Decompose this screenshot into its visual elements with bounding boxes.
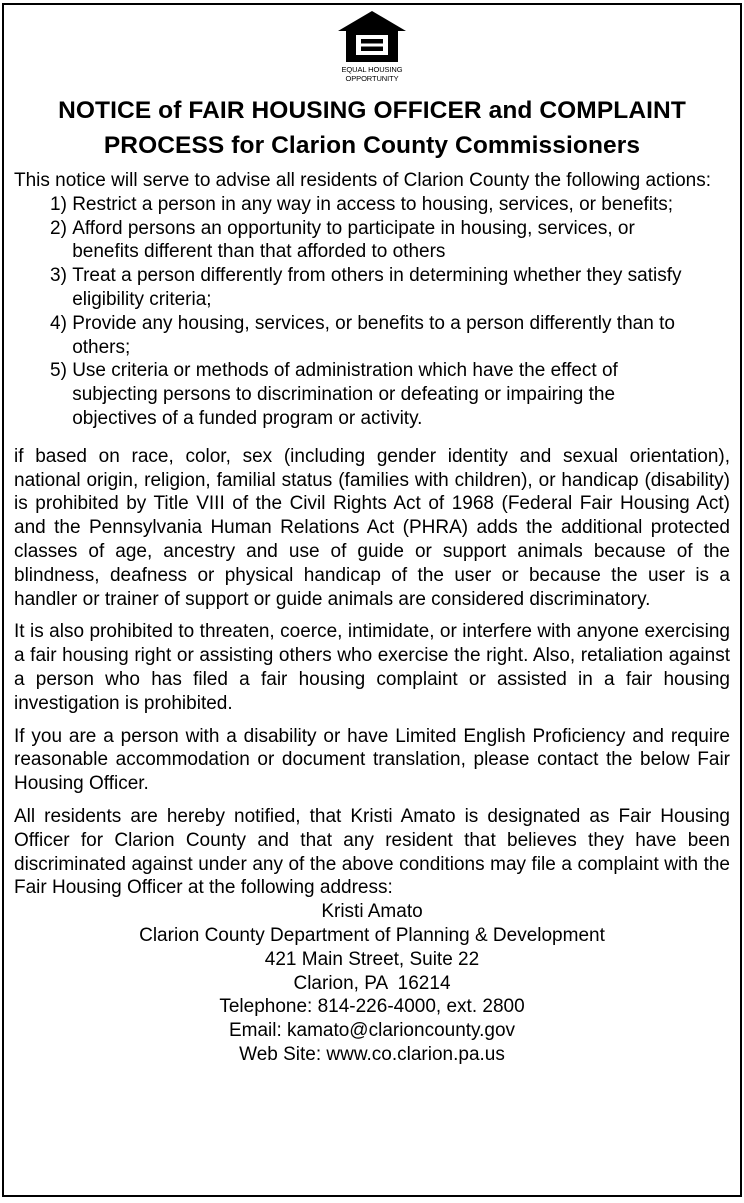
list-item-number: 3) <box>50 265 73 287</box>
list-item-text: Provide any housing, services, or benefits to a person differently than to others; <box>72 312 675 358</box>
contact-name: Kristi Amato <box>321 901 423 923</box>
list-item-number: 4) <box>50 312 73 334</box>
list-item <box>50 193 730 217</box>
designation-paragraph: All residents are hereby notified, that Kristi Amato is designated as Fair Housing Officer for Clarion County and that any resident that believes they have been discriminated against under any of the above conditions may file a complaint with the Fair Housing Officer at the following address: <box>14 805 730 899</box>
list-item-text: Afford persons an opportunity to participate in housing, services, or benefits different than that afforded to others <box>72 217 635 263</box>
logo-caption-line2: OPPORTUNITY <box>345 74 399 83</box>
contact-city: Clarion, PA 16214 <box>293 972 451 994</box>
notice-frame <box>2 3 742 1197</box>
intro-text: This notice will serve to advise all residents of Clarion County the following actions: <box>14 170 711 191</box>
retaliation-paragraph: It is also prohibited to threaten, coerce, intimidate, or interfere with anyone exercising a fair housing right or assisting others who exercise the right. Also, retaliation against a person who has filed a fair housing complaint or assisted in a fair housing investigation is prohibited. <box>14 621 730 714</box>
page-title <box>14 93 730 163</box>
accommodation-paragraph: If you are a person with a disability or have Limited English Proficiency and require reasonable accommodation or document translation, please contact the below Fair Housing Officer. <box>14 725 730 795</box>
list-item-text: Restrict a person in any way in access to housing, services, or benefits; <box>72 193 674 215</box>
list-item-text: Treat a person differently from others in determining whether they satisfy eligibility criteria; <box>72 265 682 310</box>
list-item <box>50 217 730 265</box>
logo-caption-line1: EQUAL HOUSING <box>341 65 403 74</box>
contact-website[interactable]: Web Site: www.co.clarion.pa.us <box>239 1043 505 1065</box>
list-item-number: 5) <box>50 360 73 382</box>
list-item-number: 2) <box>50 217 73 239</box>
list-item-text: Use criteria or methods of administration which have the effect of subjecting persons to discrimination or defeating or impairing the objectives of a funded program or activity. <box>72 360 618 429</box>
logo-caption <box>342 65 403 83</box>
list-item <box>50 264 730 312</box>
equal-housing-logo <box>14 5 730 93</box>
contact-address <box>14 900 730 1067</box>
title-line2: PROCESS for Clarion County Commissioners <box>103 132 641 159</box>
contact-telephone: Telephone: 814-226-4000, ext. 2800 <box>219 996 525 1018</box>
title-line1: NOTICE of FAIR HOUSING OFFICER and COMPLAINT <box>58 97 686 124</box>
contact-email[interactable]: Email: kamato@clarioncounty.gov <box>228 1020 516 1042</box>
list-item-number: 1) <box>50 193 73 215</box>
contact-street: 421 Main Street, Suite 22 <box>264 948 480 970</box>
prohibited-paragraph: if based on race, color, sex (including gender identity and sexual orientation), national origin, religion, familial status (families with children), or handicap (disability) is prohibited by Title VIII of the Civil Rights Act of 1968 (Federal Fair Housing Act) and the Pennsylvania Human Relations Act (PHRA) adds the additional protected classes of age, ancestry and use of guide or support animals because of the blindness, deafness or physical handicap of the user or because the user is a handler or trainer of support or guide animals are considered discriminatory. <box>14 445 730 610</box>
equal-housing-opportunity-icon <box>336 9 408 63</box>
list-item <box>50 312 730 360</box>
contact-department: Clarion County Department of Planning & Development <box>139 924 605 946</box>
actions-list <box>14 193 730 431</box>
list-item <box>50 359 730 430</box>
